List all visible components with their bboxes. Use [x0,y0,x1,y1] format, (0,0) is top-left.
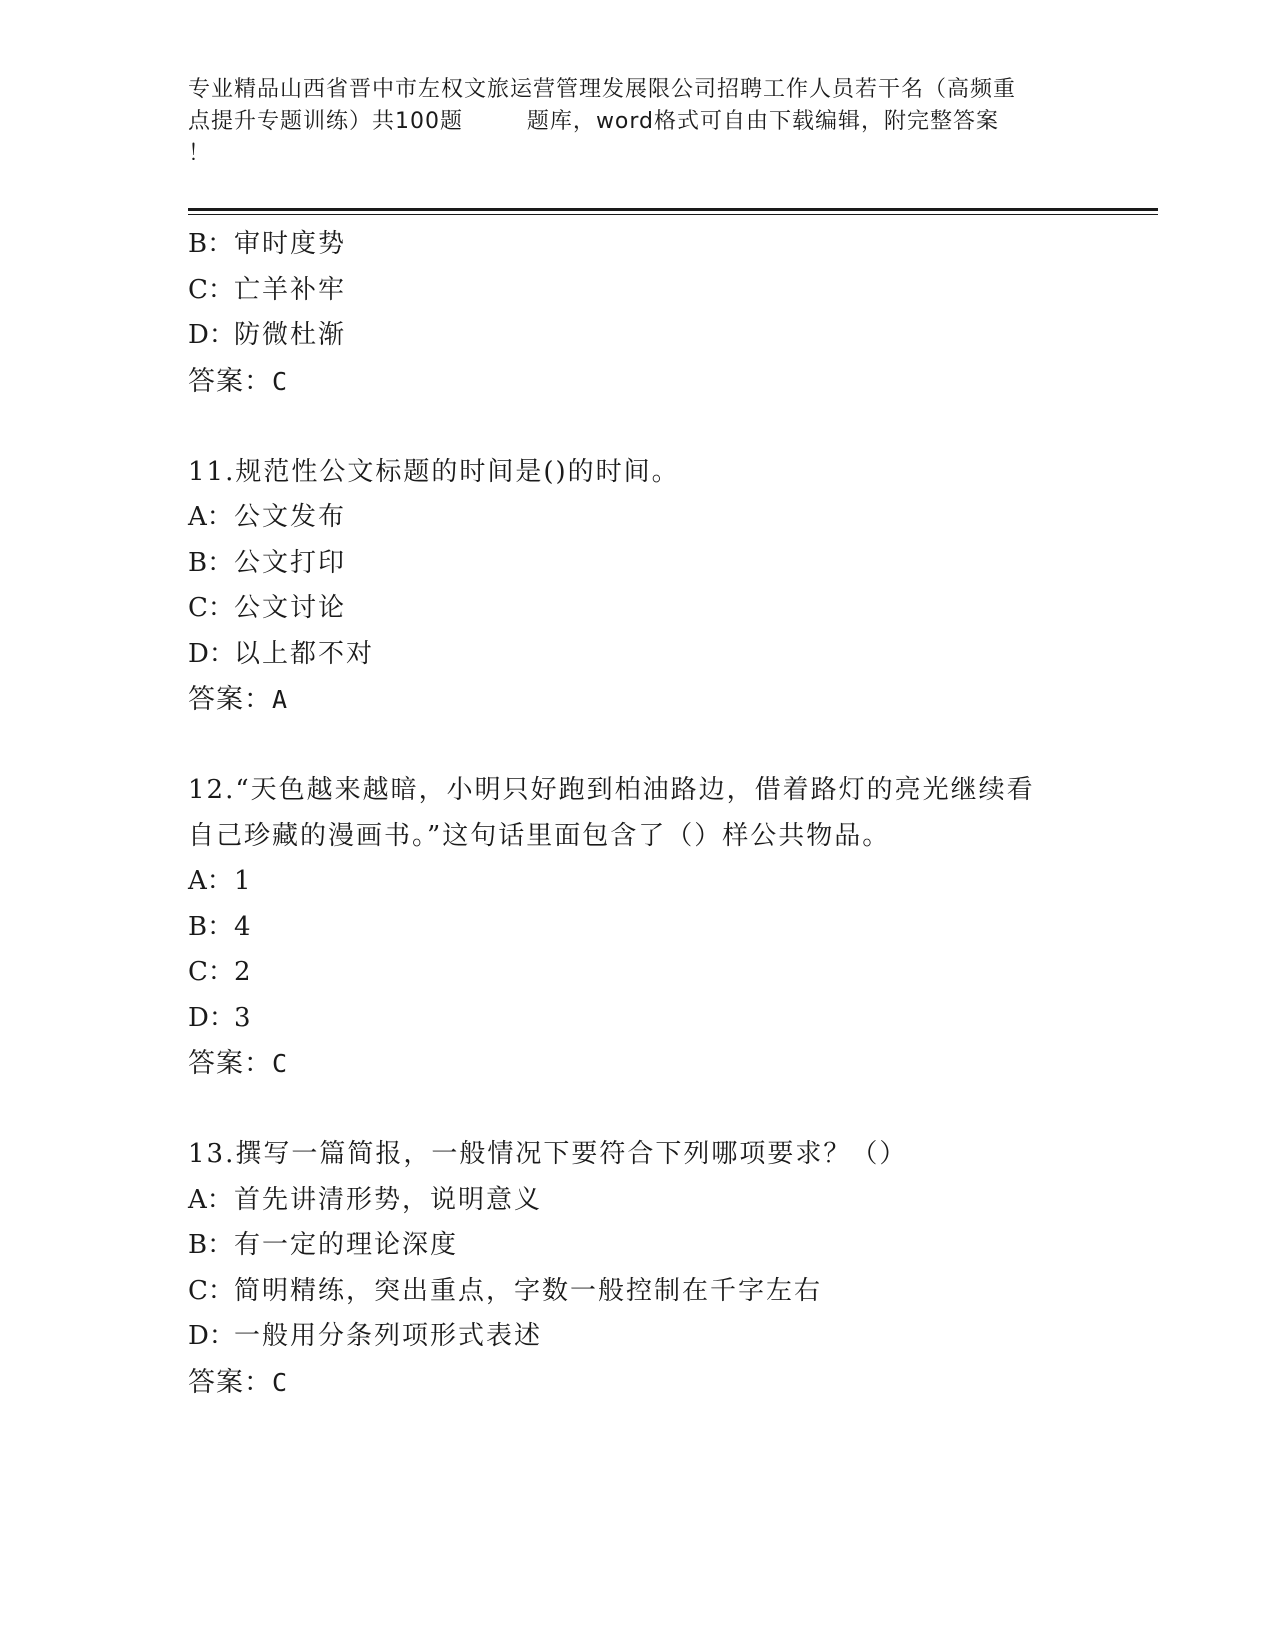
option-text: 简明精练，突出重点，字数一般控制在千字左右 [234,1275,823,1306]
option-line [188,1269,1148,1315]
option-line [188,950,1148,996]
header-rule-thin [188,214,1158,215]
spacer [188,404,1148,450]
option-letter: B： [188,547,234,578]
question-text: 13.撰写一篇简报，一般情况下要符合下列哪项要求？（） [188,1139,908,1169]
option-letter: C： [188,957,234,987]
answer-label: 答案： [188,365,272,397]
spacer [188,1087,1148,1133]
option-line [188,222,1148,268]
answer-value: C [272,366,289,396]
answer-line [188,1041,1148,1087]
option-text: 有一定的理论深度 [234,1230,459,1260]
answer-line [188,359,1148,405]
option-line [188,541,1148,587]
option-line [188,586,1148,632]
option-text: 2 [234,957,253,987]
question-text-continued: 自己珍藏的漫画书。”这句话里面包含了（）样公共物品。 [188,820,891,851]
option-letter: B： [188,229,234,259]
option-letter: D： [188,1002,235,1033]
option-text: 公文发布 [234,502,347,532]
option-letter: B： [188,1230,234,1260]
option-text: 首先讲清形势，说明意义 [234,1184,543,1215]
header-rule-thick [188,208,1158,211]
question-text: 11.规范性公文标题的时间是()的时间。 [188,456,680,487]
option-letter: A： [188,866,233,896]
option-line [188,1223,1148,1269]
option-text: 防微杜渐 [234,320,347,350]
option-line [188,1178,1148,1224]
question-13 [188,1132,1148,1405]
spacer [188,723,1148,769]
option-line [188,632,1148,678]
option-line [188,859,1148,905]
header-line-3: ！ [188,141,212,166]
option-letter: D： [188,1321,235,1351]
continued-question [188,222,1148,404]
answer-label: 答案： [188,684,272,715]
option-text: 一般用分条列项形式表述 [234,1321,543,1351]
question-11 [188,450,1148,723]
answer-line [188,677,1148,723]
option-line [188,313,1148,359]
option-text: 3 [234,1002,253,1033]
option-letter: C： [188,593,234,623]
answer-value: C [272,1367,289,1397]
option-text: 公文打印 [234,547,347,578]
option-line [188,268,1148,314]
question-content [188,222,1148,1405]
option-text: 1 [234,866,253,896]
answer-label: 答案： [188,1048,272,1079]
header-line-2: 点提升专题训练）共100题 题库，word格式可自由下载编辑，附完整答案 [188,109,1000,134]
option-text: 亡羊补牢 [234,274,347,305]
question-text: 12.“天色越来越暗，小明只好跑到柏油路边，借着路灯的亮光继续看 [188,775,1035,805]
option-letter: B： [188,911,234,942]
answer-line [188,1360,1148,1406]
option-text: 4 [234,911,253,942]
answer-value: C [272,1049,289,1078]
option-text: 以上都不对 [234,638,375,669]
option-line [188,1314,1148,1360]
option-text: 公文讨论 [234,593,347,623]
option-letter: C： [188,274,234,305]
answer-label: 答案： [188,1366,272,1398]
option-letter: A： [188,502,233,532]
option-letter: A： [188,1184,233,1215]
option-line [188,905,1148,951]
document-header [188,74,1088,170]
question-12 [188,768,1148,1087]
option-letter: C： [188,1275,234,1306]
option-letter: D： [188,320,235,350]
option-letter: D： [188,638,235,669]
header-line-1: 专业精品山西省晋中市左权文旅运营管理发展限公司招聘工作人员若干名（高频重 [188,77,1017,102]
option-text: 审时度势 [234,229,347,259]
option-line [188,495,1148,541]
answer-value: A [272,685,289,714]
option-line [188,996,1148,1042]
